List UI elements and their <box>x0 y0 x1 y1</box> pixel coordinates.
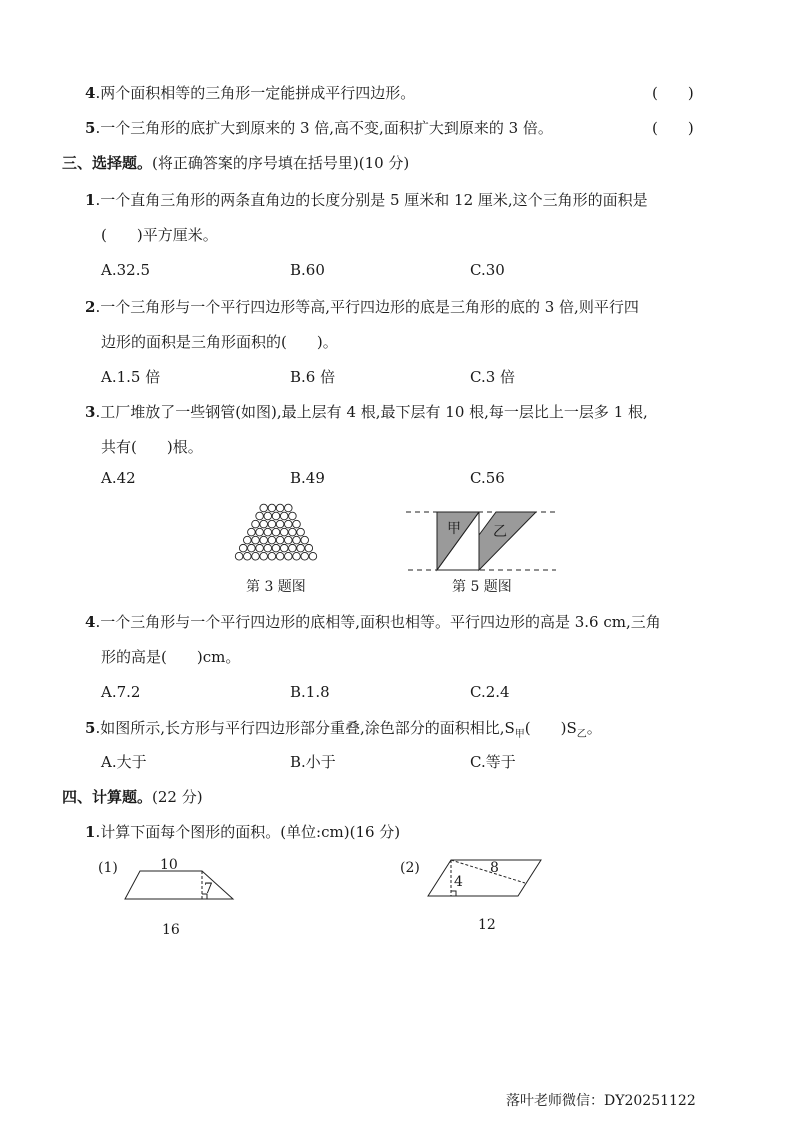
calc-figures <box>90 850 570 945</box>
steel-pipe <box>289 544 297 552</box>
steel-pipe <box>272 544 280 552</box>
option-b: B.6 倍 <box>290 368 336 386</box>
item-number: 5 <box>85 719 96 737</box>
steel-pipe <box>256 512 264 520</box>
section-title: 四、计算题。 <box>62 788 153 806</box>
item-text: .两个面积相等的三角形一定能拼成平行四边形。 <box>95 84 416 102</box>
item-text: .如图所示,长方形与平行四边形部分重叠,涂色部分的面积相比,S <box>95 719 515 737</box>
trapezoid-bottom: 16 <box>162 922 180 938</box>
judge-item-4 <box>85 83 415 103</box>
item-text: .计算下面每个图形的面积。(单位:cm)(16 分) <box>95 823 401 841</box>
question-5 <box>85 718 602 745</box>
trapezoid-figure <box>125 871 233 899</box>
steel-pipe <box>276 536 284 544</box>
steel-pipe <box>276 520 284 528</box>
label-yi: 乙 <box>493 524 507 540</box>
steel-pipe <box>252 520 260 528</box>
steel-pipe <box>252 552 260 560</box>
steel-pipe <box>285 552 293 560</box>
question-4-cont: 形的高是( )cm。 <box>101 648 241 666</box>
steel-pipe <box>248 528 256 536</box>
fig5-caption: 第 5 题图 <box>452 579 512 595</box>
parallelogram-height-4: 4 <box>454 874 463 890</box>
parallelogram-height-8: 8 <box>490 860 499 876</box>
option-c: C.3 倍 <box>470 368 516 386</box>
steel-pipe <box>235 552 243 560</box>
option-b: B.1.8 <box>290 683 330 701</box>
item-text: .工厂堆放了一些钢管(如图),最上层有 4 根,最下层有 10 根,每一层比上一层多 1 根, <box>95 403 648 421</box>
option-a: A.7.2 <box>101 683 141 701</box>
section-title: 三、选择题。 <box>62 154 153 172</box>
steel-pipe <box>248 544 256 552</box>
option-a: A.42 <box>101 469 136 487</box>
steel-pipe <box>260 552 268 560</box>
steel-pipe <box>280 544 288 552</box>
trapezoid-top: 10 <box>160 857 178 873</box>
steel-pipe <box>289 512 297 520</box>
steel-pipe <box>293 536 301 544</box>
steel-pipe <box>239 544 247 552</box>
answer-paren: ( ) <box>652 84 694 102</box>
item-text: .一个三角形与一个平行四边形的底相等,面积也相等。平行四边形的高是 3.6 cm,三角 <box>95 613 661 631</box>
section-note: (22 分) <box>152 788 203 806</box>
steel-pipe <box>268 552 276 560</box>
steel-pipe <box>297 528 305 536</box>
option-b: B.60 <box>290 261 325 279</box>
steel-pipe <box>260 504 268 512</box>
steel-pipe <box>256 528 264 536</box>
steel-pipe-pile-figure <box>235 504 316 560</box>
item-number: 4 <box>85 84 96 102</box>
parallelogram-figure <box>428 860 541 896</box>
parallelogram-base: 12 <box>478 917 496 933</box>
steel-pipe <box>309 552 317 560</box>
option-c: C.56 <box>470 469 505 487</box>
trapezoid-height: 7 <box>204 881 213 897</box>
calc-question-1 <box>85 822 400 842</box>
steel-pipe <box>272 528 280 536</box>
question-2-cont: 边形的面积是三角形面积的( )。 <box>101 333 338 351</box>
steel-pipe <box>280 528 288 536</box>
option-c: C.2.4 <box>470 683 510 701</box>
item-text: .一个三角形与一个平行四边形等高,平行四边形的底是三角形的底的 3 倍,则平行四 <box>95 298 639 316</box>
steel-pipe <box>301 536 309 544</box>
steel-pipe <box>293 520 301 528</box>
fig1-label: (1) <box>98 860 118 876</box>
steel-pipe <box>272 512 280 520</box>
steel-pipe <box>256 544 264 552</box>
steel-pipe <box>264 544 272 552</box>
item-number: 1 <box>85 191 96 209</box>
option-c: C.30 <box>470 261 505 279</box>
item-number: 3 <box>85 403 96 421</box>
option-a: A.1.5 倍 <box>101 368 161 386</box>
steel-pipe <box>280 512 288 520</box>
option-a: A.32.5 <box>101 261 150 279</box>
steel-pipe <box>268 536 276 544</box>
question-4 <box>85 612 661 632</box>
subscript-jia: 甲 <box>514 729 525 740</box>
steel-pipe <box>305 544 313 552</box>
item-number: 4 <box>85 613 96 631</box>
steel-pipe <box>285 536 293 544</box>
fig2-label: (2) <box>400 860 420 876</box>
steel-pipe <box>285 520 293 528</box>
steel-pipe <box>260 536 268 544</box>
item-text: ( )S <box>524 719 577 737</box>
item-number: 5 <box>85 119 96 137</box>
steel-pipe <box>268 520 276 528</box>
steel-pipe <box>276 504 284 512</box>
item-text: .一个直角三角形的两条直角边的长度分别是 5 厘米和 12 厘米,这个三角形的面积是 <box>95 191 648 209</box>
item-text: 。 <box>586 719 602 737</box>
question-3 <box>85 402 648 422</box>
question-figures <box>220 495 580 600</box>
label-jia: 甲 <box>447 521 461 537</box>
steel-pipe <box>260 520 268 528</box>
fig3-caption: 第 3 题图 <box>246 579 306 595</box>
option-b: B.小于 <box>290 753 336 771</box>
section4-heading <box>62 787 203 807</box>
subscript-yi: 乙 <box>576 729 587 740</box>
steel-pipe <box>244 552 252 560</box>
steel-pipe <box>264 512 272 520</box>
steel-pipe <box>289 528 297 536</box>
section-note: (将正确答案的序号填在括号里)(10 分) <box>152 154 410 172</box>
question-2 <box>85 297 639 317</box>
item-number: 1 <box>85 823 96 841</box>
judge-item-5 <box>85 118 553 138</box>
steel-pipe <box>297 544 305 552</box>
option-b: B.49 <box>290 469 325 487</box>
footer-contact: 落叶老师微信：DY20251122 <box>506 1093 696 1109</box>
steel-pipe <box>301 552 309 560</box>
question-1-cont: ( )平方厘米。 <box>101 226 218 244</box>
steel-pipe <box>276 552 284 560</box>
section3-heading <box>62 153 409 173</box>
option-a: A.大于 <box>101 753 147 771</box>
answer-paren: ( ) <box>652 119 694 137</box>
steel-pipe <box>268 504 276 512</box>
steel-pipe <box>252 536 260 544</box>
steel-pipe <box>293 552 301 560</box>
item-number: 2 <box>85 298 96 316</box>
steel-pipe <box>264 528 272 536</box>
item-text: .一个三角形的底扩大到原来的 3 倍,高不变,面积扩大到原来的 3 倍。 <box>95 119 553 137</box>
steel-pipe <box>285 504 293 512</box>
option-c: C.等于 <box>470 753 516 771</box>
steel-pipe <box>244 536 252 544</box>
overlap-figure <box>406 512 556 570</box>
question-1 <box>85 190 648 210</box>
question-3-cont: 共有( )根。 <box>101 438 203 456</box>
